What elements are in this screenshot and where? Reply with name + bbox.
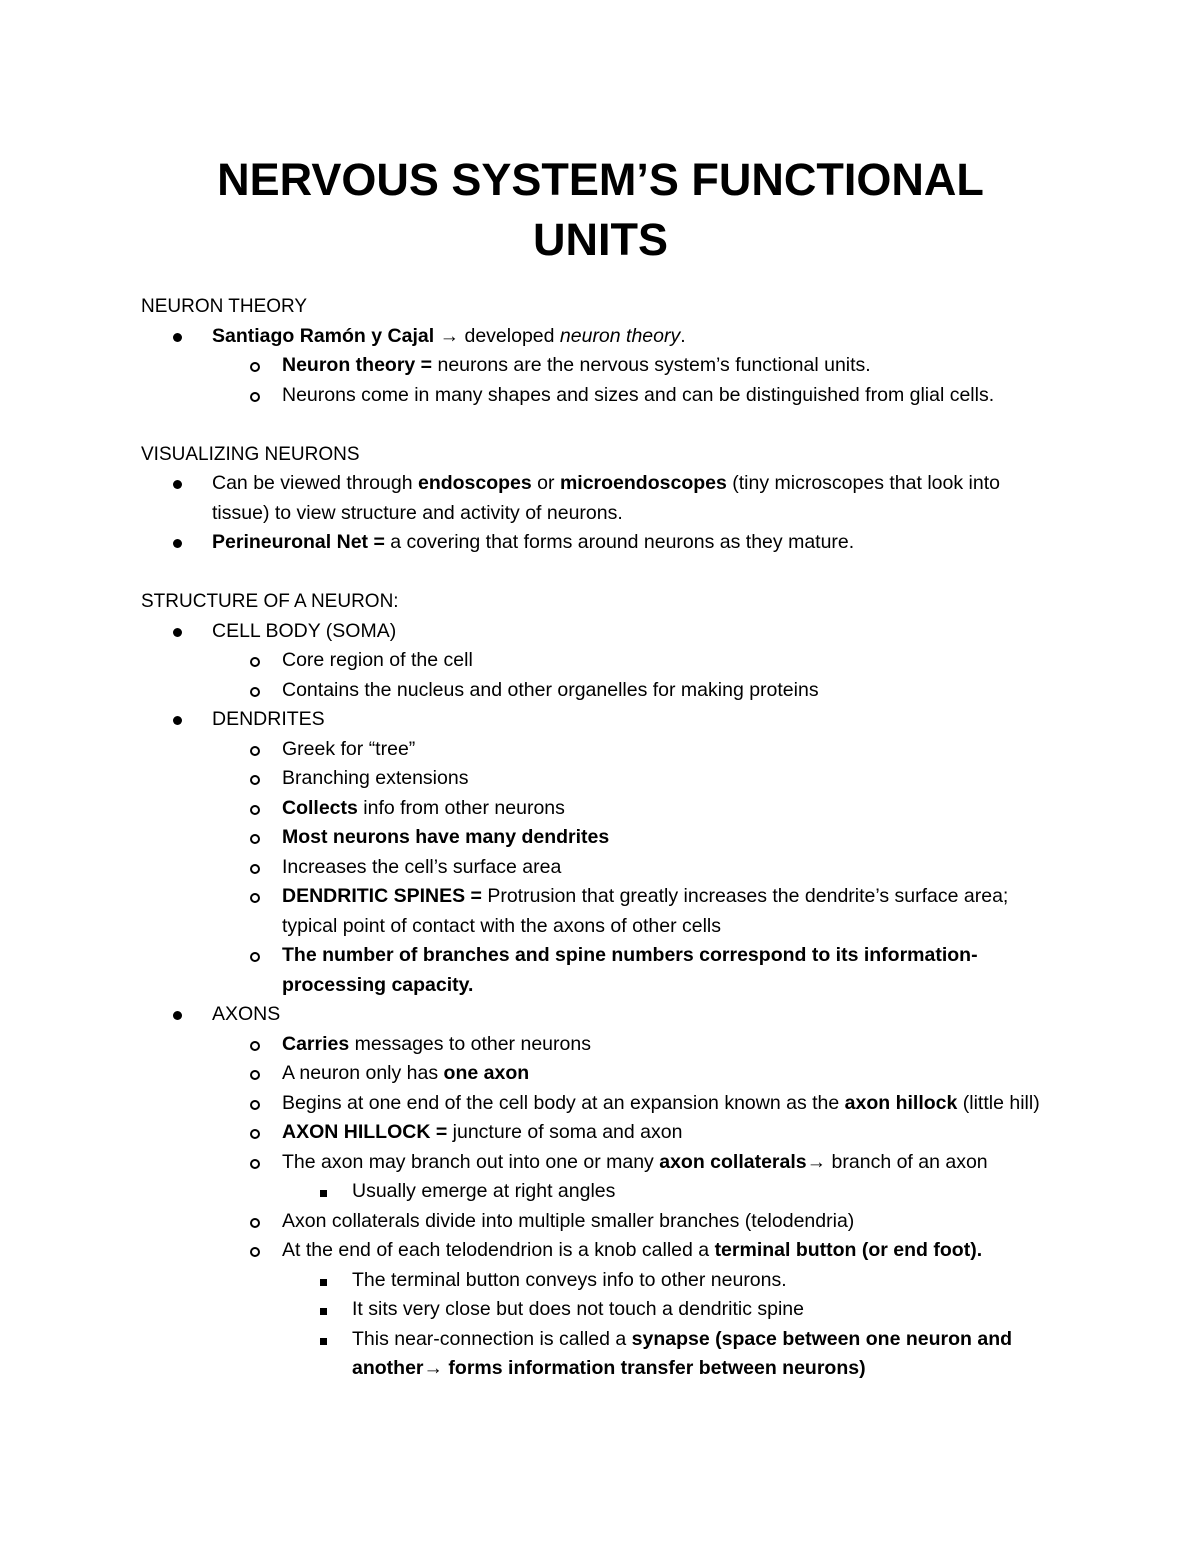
circle-bullet-icon: [250, 646, 260, 677]
bold-text: axon hillock: [844, 1091, 958, 1114]
circle-bullet-icon: [250, 735, 260, 766]
text: DENDRITES: [212, 708, 325, 730]
text: The terminal button conveys info to other neurons.: [352, 1268, 787, 1291]
text: It sits very close but does not touch a dendritic spine: [352, 1298, 804, 1320]
section-visualizing-neurons: [141, 440, 1060, 558]
bullet-icon: [173, 1000, 182, 1030]
text: Axon collaterals divide into multiple smaller branches (telodendria): [282, 1209, 855, 1232]
bullet-list: [141, 469, 1060, 558]
square-bullet-icon: [320, 1295, 327, 1325]
circle-bullet-icon: [250, 1030, 260, 1061]
circle-bullet-icon: [250, 676, 260, 707]
text: Neurons come in many shapes and sizes and can be distinguished from glial cells.: [282, 383, 995, 406]
bold-text: Neuron theory =: [282, 354, 433, 376]
circle-bullet-icon: [250, 1118, 260, 1149]
italic-text: neuron theory: [559, 324, 681, 347]
circle-bullet-icon: [250, 1236, 260, 1267]
text: (tiny microscopes that look into tissue) to view structure and activity of neurons.: [212, 472, 1000, 524]
list-item: [141, 676, 1060, 706]
text: AXONS: [212, 1003, 281, 1025]
bullet-icon: [173, 528, 182, 558]
section-heading: NEURON THEORY: [141, 296, 308, 317]
bold-text: The number of branches and spine numbers correspond to its information-processing capacity.: [282, 944, 978, 996]
text: info from other neurons: [357, 796, 565, 819]
list-item: [141, 1177, 1060, 1207]
circle-bullet-icon: [250, 1207, 260, 1238]
text: Branching extensions: [282, 767, 469, 789]
bold-text: DENDRITIC SPINES =: [282, 885, 482, 907]
square-bullet-icon: [320, 1266, 327, 1296]
circle-bullet-icon: [250, 764, 260, 795]
circle-bullet-icon: [250, 351, 260, 382]
list-item: [141, 1000, 1060, 1030]
section-structure-of-neuron: [141, 587, 1060, 1384]
text: Can be viewed through: [212, 472, 418, 494]
text: At the end of each telodendrion is a knob called a: [282, 1239, 715, 1261]
list-item: [141, 646, 1060, 676]
section-neuron-theory: [141, 292, 1060, 410]
list-item: [141, 1059, 1060, 1089]
section-heading: VISUALIZING NEURONS: [141, 443, 360, 465]
section-heading: STRUCTURE OF A NEURON:: [141, 591, 399, 612]
circle-bullet-icon: [250, 381, 260, 412]
text: (little hill): [957, 1091, 1040, 1114]
text: CELL BODY (SOMA): [212, 619, 397, 642]
circle-bullet-icon: [250, 941, 260, 972]
list-item: [141, 381, 1060, 411]
bold-text: Collects: [282, 796, 358, 819]
circle-bullet-icon: [250, 794, 260, 825]
list-item: [141, 617, 1060, 647]
bold-text: AXON HILLOCK =: [282, 1121, 448, 1143]
bold-text: forms information transfer between neurons): [443, 1357, 866, 1379]
text: Greek for “tree”: [282, 737, 416, 760]
text: juncture of soma and axon: [447, 1121, 683, 1143]
list-item: [141, 853, 1060, 883]
bullet-list: [141, 617, 1060, 1384]
circle-bullet-icon: [250, 853, 260, 884]
list-item: [141, 1118, 1060, 1148]
bold-text: Most neurons have many dendrites: [282, 826, 610, 848]
list-item: [141, 705, 1060, 735]
list-item: [141, 469, 1060, 528]
list-item: [141, 1148, 1060, 1178]
bullet-list: [141, 322, 1060, 411]
text: a covering that forms around neurons as they mature.: [384, 531, 855, 553]
circle-bullet-icon: [250, 823, 260, 854]
text: The axon may branch out into one or many: [282, 1150, 660, 1173]
square-bullet-icon: [320, 1325, 327, 1355]
bullet-icon: [173, 617, 182, 647]
text: neurons are the nervous system’s functional units.: [432, 354, 871, 376]
list-item: [141, 351, 1060, 381]
list-item: [141, 322, 1060, 352]
bullet-icon: [173, 705, 182, 735]
text: Usually emerge at right angles: [352, 1180, 616, 1202]
circle-bullet-icon: [250, 1059, 260, 1090]
text: Protrusion that greatly increases the dendrite’s surface area; typical point of contact with the axons of other cells: [282, 885, 1009, 937]
list-item: [141, 1207, 1060, 1237]
arrow-icon: →: [439, 324, 460, 347]
list-item: [141, 823, 1060, 853]
bullet-icon: [173, 322, 182, 352]
list-item: [141, 1266, 1060, 1296]
list-item: [141, 882, 1060, 941]
text: Core region of the cell: [282, 649, 473, 671]
text: This near-connection is called a: [352, 1327, 632, 1350]
list-item: [141, 794, 1060, 824]
list-item: [141, 1325, 1060, 1384]
bold-text: axon collaterals: [659, 1150, 807, 1173]
text: branch of an axon: [826, 1150, 988, 1173]
bold-text: Carries: [282, 1032, 350, 1055]
circle-bullet-icon: [250, 882, 260, 913]
text: Increases the cell’s surface area: [282, 855, 562, 878]
arrow-icon: →: [806, 1150, 827, 1173]
bold-text: terminal button (or end foot).: [714, 1239, 983, 1261]
text: .: [680, 324, 686, 347]
list-item: [141, 735, 1060, 765]
page-title: NERVOUS SYSTEM’S FUNCTIONAL UNITS: [217, 154, 984, 265]
bold-text: microendoscopes: [559, 472, 727, 494]
list-item: [141, 941, 1060, 1000]
list-item: [141, 1030, 1060, 1060]
bold-text: one axon: [443, 1062, 530, 1084]
arrow-icon: →: [423, 1357, 444, 1379]
bold-text: synapse (space between one neuron and another: [352, 1327, 1013, 1379]
circle-bullet-icon: [250, 1148, 260, 1179]
text: messages to other neurons: [349, 1032, 591, 1055]
list-item: [141, 1089, 1060, 1119]
circle-bullet-icon: [250, 1089, 260, 1120]
list-item: [141, 1236, 1060, 1266]
bullet-icon: [173, 469, 182, 499]
list-item: [141, 1295, 1060, 1325]
text: developed: [459, 324, 560, 347]
list-item: [141, 764, 1060, 794]
bold-text: endoscopes: [417, 472, 532, 494]
list-item: [141, 528, 1060, 558]
bold-text: Santiago Ramón y Cajal: [212, 324, 435, 347]
text: or: [531, 472, 560, 494]
text: Contains the nucleus and other organelles for making proteins: [282, 678, 819, 701]
text: A neuron only has: [282, 1062, 444, 1084]
square-bullet-icon: [320, 1177, 327, 1207]
text: Begins at one end of the cell body at an expansion known as the: [282, 1091, 845, 1114]
bold-text: Perineuronal Net =: [212, 531, 385, 553]
